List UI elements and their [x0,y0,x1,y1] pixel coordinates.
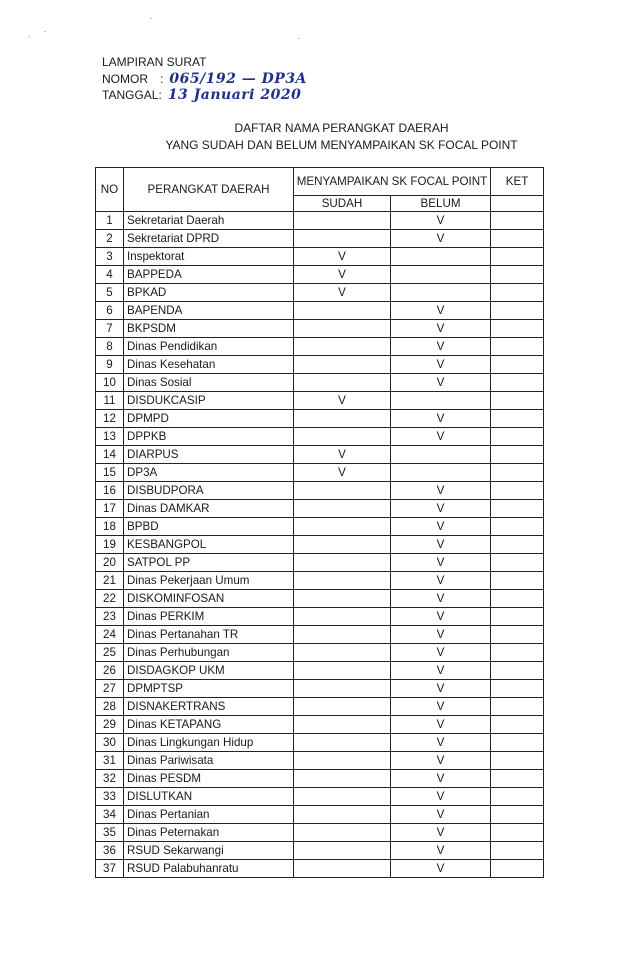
table-row [96,284,544,302]
row-name: DIARPUS [124,446,294,464]
scan-speck [44,31,46,32]
table-row [96,842,544,860]
row-belum-mark: V [391,230,491,248]
row-name: Dinas Pekerjaan Umum [124,572,294,590]
tanggal-label: TANGGAL [102,88,159,102]
row-ket [491,302,544,320]
row-name: Sekretariat DPRD [124,230,294,248]
row-name: Dinas Pertanian [124,806,294,824]
table-row [96,698,544,716]
row-number: 34 [96,806,124,824]
table-row [96,536,544,554]
row-name: Dinas Perhubungan [124,644,294,662]
row-belum-mark: V [391,572,491,590]
row-belum-mark: V [391,518,491,536]
row-name: Dinas Peternakan [124,824,294,842]
row-name: KESBANGPOL [124,536,294,554]
row-belum-mark: V [391,752,491,770]
row-number: 11 [96,392,124,410]
row-ket [491,536,544,554]
row-number: 27 [96,680,124,698]
table-row [96,518,544,536]
table-row [96,230,544,248]
row-ket [491,842,544,860]
row-name: SATPOL PP [124,554,294,572]
row-ket [491,428,544,446]
row-belum-mark: V [391,320,491,338]
row-ket [491,356,544,374]
row-ket [491,770,544,788]
row-number: 5 [96,284,124,302]
row-sudah-mark [294,536,391,554]
document-title [0,120,638,154]
row-belum-mark [391,392,491,410]
row-sudah-mark: V [294,464,391,482]
row-ket [491,266,544,284]
row-number: 35 [96,824,124,842]
table-row [96,374,544,392]
row-belum-mark: V [391,770,491,788]
row-number: 3 [96,248,124,266]
header-no: NO [96,168,124,212]
row-ket [491,824,544,842]
row-belum-mark: V [391,590,491,608]
row-belum-mark: V [391,428,491,446]
letter-header [102,54,307,104]
nomor-value: 065/192 — DP3A [169,70,307,87]
row-belum-mark: V [391,482,491,500]
row-sudah-mark [294,698,391,716]
row-name: Dinas Lingkungan Hidup [124,734,294,752]
table-row [96,770,544,788]
row-name: DISDAGKOP UKM [124,662,294,680]
row-name: DISLUTKAN [124,788,294,806]
row-number: 8 [96,338,124,356]
row-sudah-mark [294,860,391,878]
table-row [96,734,544,752]
row-number: 19 [96,536,124,554]
row-belum-mark: V [391,644,491,662]
table-row [96,554,544,572]
table-row [96,788,544,806]
row-ket [491,572,544,590]
row-belum-mark [391,446,491,464]
row-belum-mark: V [391,410,491,428]
row-name: RSUD Sekarwangi [124,842,294,860]
row-belum-mark: V [391,824,491,842]
row-belum-mark [391,266,491,284]
row-ket [491,248,544,266]
table-row [96,860,544,878]
row-sudah-mark [294,482,391,500]
row-belum-mark: V [391,806,491,824]
row-name: DISDUKCASIP [124,392,294,410]
row-number: 28 [96,698,124,716]
table-row [96,680,544,698]
row-name: Dinas Kesehatan [124,356,294,374]
row-name: DP3A [124,464,294,482]
row-name: BPKAD [124,284,294,302]
row-number: 23 [96,608,124,626]
row-sudah-mark [294,338,391,356]
row-number: 15 [96,464,124,482]
row-sudah-mark [294,770,391,788]
row-ket [491,680,544,698]
row-ket [491,698,544,716]
table-row [96,356,544,374]
row-ket [491,410,544,428]
row-number: 12 [96,410,124,428]
row-ket [491,518,544,536]
row-ket [491,716,544,734]
row-number: 4 [96,266,124,284]
row-ket [491,662,544,680]
row-belum-mark: V [391,554,491,572]
row-name: BAPENDA [124,302,294,320]
row-name: DISNAKERTRANS [124,698,294,716]
row-sudah-mark [294,608,391,626]
row-name: Dinas Pendidikan [124,338,294,356]
table-row [96,590,544,608]
table-row [96,212,544,230]
scan-speck [28,36,30,37]
row-number: 7 [96,320,124,338]
row-number: 37 [96,860,124,878]
tanggal-colon: : [158,88,162,102]
table-row [96,662,544,680]
row-number: 32 [96,770,124,788]
table-row [96,302,544,320]
table-row [96,716,544,734]
table-row [96,392,544,410]
row-sudah-mark [294,644,391,662]
row-sudah-mark [294,230,391,248]
nomor-label: NOMOR [102,71,148,86]
row-number: 6 [96,302,124,320]
row-sudah-mark [294,680,391,698]
row-ket [491,392,544,410]
row-belum-mark: V [391,842,491,860]
row-number: 30 [96,734,124,752]
row-ket [491,374,544,392]
row-name: Dinas PERKIM [124,608,294,626]
row-belum-mark: V [391,608,491,626]
row-number: 36 [96,842,124,860]
row-belum-mark: V [391,338,491,356]
header-ket: KET [491,168,544,196]
row-belum-mark: V [391,374,491,392]
row-sudah-mark: V [294,248,391,266]
lampiran-label: LAMPIRAN SURAT [102,55,207,69]
row-belum-mark: V [391,716,491,734]
row-sudah-mark: V [294,446,391,464]
nomor-colon: : [160,71,164,86]
row-name: DPMPD [124,410,294,428]
row-number: 1 [96,212,124,230]
row-belum-mark: V [391,500,491,518]
row-name: Dinas PESDM [124,770,294,788]
row-sudah-mark [294,734,391,752]
row-belum-mark: V [391,626,491,644]
table-row [96,338,544,356]
row-belum-mark: V [391,680,491,698]
row-number: 2 [96,230,124,248]
row-belum-mark: V [391,788,491,806]
row-sudah-mark [294,788,391,806]
row-sudah-mark [294,752,391,770]
title-line-2: YANG SUDAH DAN BELUM MENYAMPAIKAN SK FOCAL POINT [165,138,518,152]
row-sudah-mark [294,662,391,680]
table-body [96,212,544,878]
table-row [96,500,544,518]
lampiran-line [102,54,307,71]
row-sudah-mark [294,320,391,338]
row-belum-mark: V [391,698,491,716]
row-ket [491,320,544,338]
table-row [96,446,544,464]
row-number: 24 [96,626,124,644]
tanggal-line [102,87,307,104]
row-number: 16 [96,482,124,500]
row-number: 22 [96,590,124,608]
row-name: Sekretariat Daerah [124,212,294,230]
title-line-1: DAFTAR NAMA PERANGKAT DAERAH [234,121,449,135]
row-ket [491,608,544,626]
scan-speck [150,18,152,19]
row-belum-mark: V [391,536,491,554]
header-perangkat-daerah: PERANGKAT DAERAH [124,168,294,212]
row-ket [491,230,544,248]
row-ket [491,590,544,608]
row-number: 20 [96,554,124,572]
table-row [96,572,544,590]
row-number: 14 [96,446,124,464]
row-name: Dinas KETAPANG [124,716,294,734]
row-name: RSUD Palabuhanratu [124,860,294,878]
row-name: Dinas Pariwisata [124,752,294,770]
row-name: Dinas Pertanahan TR [124,626,294,644]
row-ket [491,806,544,824]
table-header [96,168,544,212]
row-ket [491,788,544,806]
row-belum-mark [391,248,491,266]
table-row [96,266,544,284]
row-sudah-mark: V [294,392,391,410]
header-ket-blank [491,196,544,212]
table-row [96,428,544,446]
row-number: 21 [96,572,124,590]
table-row [96,752,544,770]
row-ket [491,212,544,230]
header-menyampaikan-sk: MENYAMPAIKAN SK FOCAL POINT [294,168,491,196]
table-row [96,644,544,662]
table-row [96,464,544,482]
table-row [96,626,544,644]
row-sudah-mark: V [294,266,391,284]
row-name: BKPSDM [124,320,294,338]
row-belum-mark: V [391,860,491,878]
row-sudah-mark [294,590,391,608]
row-sudah-mark [294,716,391,734]
row-ket [491,338,544,356]
row-sudah-mark [294,842,391,860]
row-sudah-mark: V [294,284,391,302]
row-sudah-mark [294,554,391,572]
row-number: 13 [96,428,124,446]
row-name: BAPPEDA [124,266,294,284]
row-number: 10 [96,374,124,392]
row-ket [491,464,544,482]
row-ket [491,734,544,752]
row-number: 31 [96,752,124,770]
row-name: BPBD [124,518,294,536]
table-row [96,608,544,626]
row-number: 17 [96,500,124,518]
row-belum-mark: V [391,734,491,752]
row-sudah-mark [294,500,391,518]
row-sudah-mark [294,302,391,320]
row-ket [491,554,544,572]
row-sudah-mark [294,572,391,590]
row-number: 18 [96,518,124,536]
row-belum-mark [391,284,491,302]
row-sudah-mark [294,374,391,392]
row-ket [491,626,544,644]
table-row [96,806,544,824]
row-sudah-mark [294,626,391,644]
row-ket [491,860,544,878]
row-ket [491,752,544,770]
table-row [96,320,544,338]
table-row [96,248,544,266]
row-belum-mark: V [391,356,491,374]
row-sudah-mark [294,428,391,446]
header-sudah: SUDAH [294,196,391,212]
perangkat-daerah-table [95,167,544,878]
row-name: DISBUDPORA [124,482,294,500]
row-sudah-mark [294,410,391,428]
row-sudah-mark [294,212,391,230]
row-sudah-mark [294,356,391,374]
row-name: Dinas Sosial [124,374,294,392]
row-belum-mark: V [391,302,491,320]
row-name: Inspektorat [124,248,294,266]
row-belum-mark: V [391,662,491,680]
row-belum-mark [391,464,491,482]
row-ket [491,284,544,302]
row-ket [491,500,544,518]
row-ket [491,446,544,464]
table-row [96,482,544,500]
header-belum: BELUM [391,196,491,212]
row-number: 26 [96,662,124,680]
row-number: 9 [96,356,124,374]
table-row [96,410,544,428]
row-ket [491,644,544,662]
row-name: DISKOMINFOSAN [124,590,294,608]
row-number: 33 [96,788,124,806]
row-number: 25 [96,644,124,662]
row-name: DPPKB [124,428,294,446]
row-sudah-mark [294,806,391,824]
row-belum-mark: V [391,212,491,230]
table-row [96,824,544,842]
row-name: DPMPTSP [124,680,294,698]
row-sudah-mark [294,824,391,842]
tanggal-value: 13 Januari 2020 [167,87,302,103]
row-name: Dinas DAMKAR [124,500,294,518]
nomor-line [102,71,307,88]
row-number: 29 [96,716,124,734]
row-ket [491,482,544,500]
scan-speck [298,38,300,39]
row-sudah-mark [294,518,391,536]
